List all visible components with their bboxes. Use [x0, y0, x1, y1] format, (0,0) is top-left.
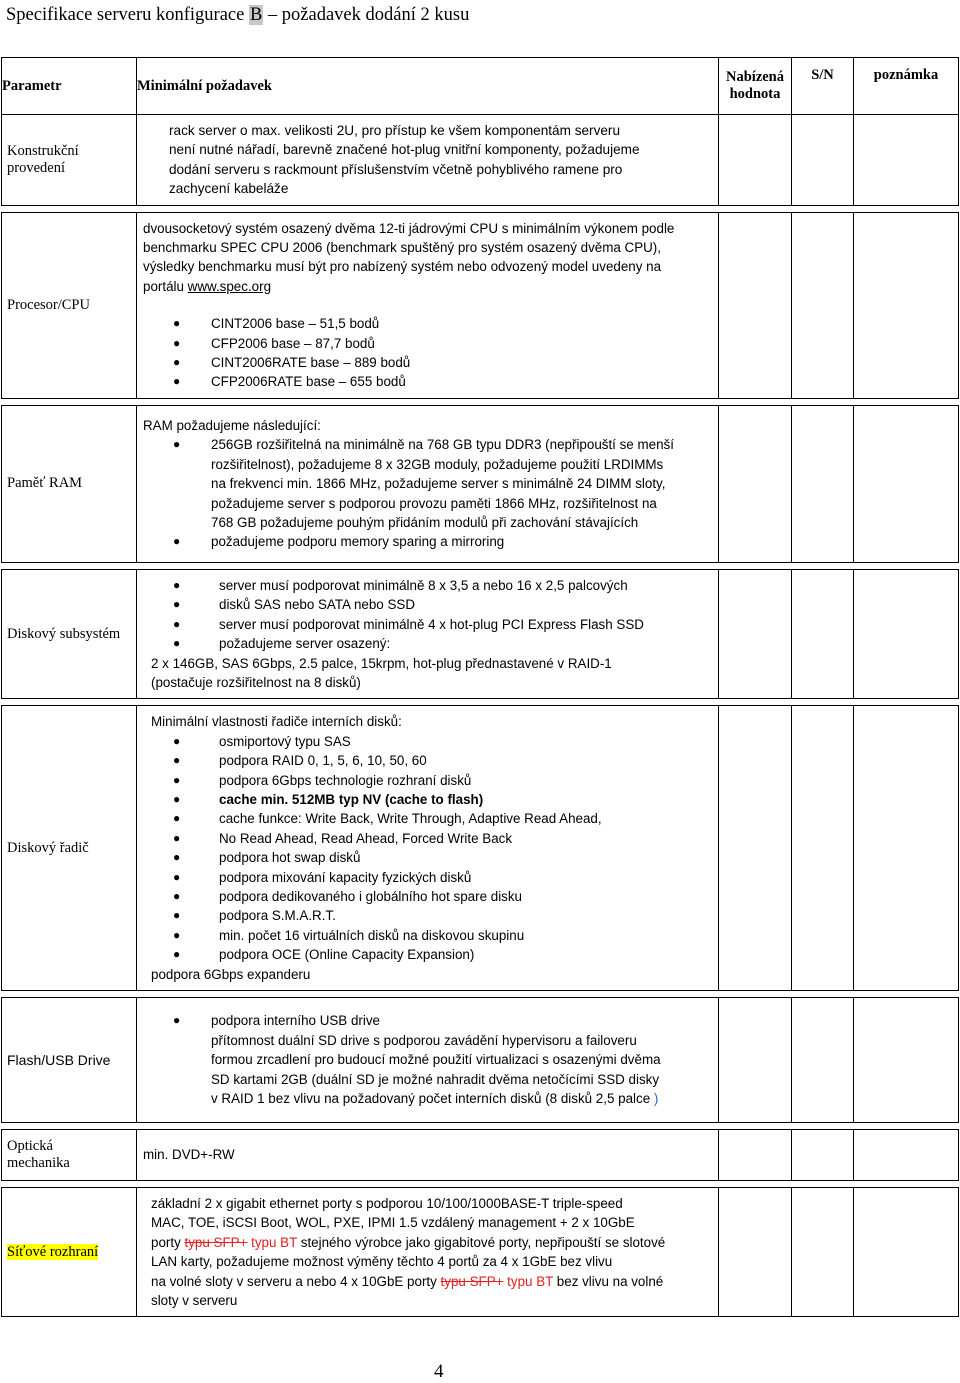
req-line: [151, 1233, 714, 1252]
list-item-text: 768 GB požadujeme pouhým přidáním modulů při zachování stávajících: [211, 514, 639, 530]
bullet-icon: ●: [173, 636, 181, 651]
list-item-text: cache min. 512MB typ NV (cache to flash): [219, 791, 484, 807]
flash-bullets: [143, 1011, 714, 1030]
list-item: [151, 906, 714, 925]
list-item-text: požadujeme podporu memory sparing a mirroring: [211, 534, 505, 550]
pamet-bullets: [143, 435, 714, 551]
bullet-icon: ●: [173, 753, 181, 768]
req-procesor: [137, 212, 719, 398]
bullet-icon: ●: [173, 577, 181, 592]
cell-nabizena[interactable]: [719, 998, 792, 1123]
list-item-text: cache funkce: Write Back, Write Through, Adaptive Read Ahead,: [219, 811, 602, 827]
list-item: [151, 829, 714, 848]
list-item-text: disků SAS nebo SATA nebo SSD: [219, 597, 416, 613]
cell-poznamka[interactable]: [854, 706, 959, 991]
req-flash: [137, 998, 719, 1123]
bullet-icon: ●: [173, 869, 181, 884]
list-item-text: CFP2006 base – 87,7 bodů: [211, 335, 375, 351]
row-gap: [2, 991, 959, 998]
bullet-icon: ●: [173, 772, 181, 787]
list-item: [151, 848, 714, 867]
list-item-text: CINT2006RATE base – 889 bodů: [211, 355, 411, 371]
cell-poznamka[interactable]: [854, 115, 959, 206]
procesor-bullets: [143, 314, 714, 392]
param-opticka-line1: Optická: [7, 1138, 53, 1154]
bullet-icon: ●: [173, 811, 181, 826]
cell-sn[interactable]: [792, 212, 854, 398]
list-item: [151, 887, 714, 906]
cell-nabizena[interactable]: [719, 405, 792, 562]
param-flash: Flash/USB Drive: [2, 998, 137, 1123]
req-text: bez vlivu na volné: [553, 1273, 664, 1289]
bullet-icon: ●: [173, 733, 181, 748]
cell-poznamka[interactable]: [854, 1188, 959, 1317]
cell-poznamka[interactable]: [854, 1130, 959, 1181]
cell-sn[interactable]: [792, 1130, 854, 1181]
list-item-text: osmiportový typu SAS: [219, 733, 351, 749]
req-line: dodání serveru s rackmount příslušenstvím včetně pohyblivého ramene pro: [169, 161, 623, 177]
row-gap: [2, 562, 959, 569]
param-diskovy-radic: Diskový řadič: [2, 706, 137, 991]
req-line: dvousocketový systém osazený dvěma 12-ti jádrovými CPU s minimálním výkonem podle: [143, 220, 675, 236]
title-prefix: Specifikace serveru konfigurace: [6, 5, 249, 25]
req-text-red: typu BT: [503, 1273, 554, 1289]
list-item: [151, 790, 714, 809]
spec-link[interactable]: www.spec.org: [187, 278, 272, 294]
param-opticka-line2: mechanika: [7, 1155, 70, 1171]
req-line: benchmarku SPEC CPU 2006 (benchmark spuštěný pro systém osazený dvěma CPU),: [143, 240, 661, 256]
param-opticka: [2, 1130, 137, 1181]
param-konstrukcni-line1: Konstrukční: [7, 142, 79, 159]
list-item-text: CFP2006RATE base – 655 bodů: [211, 374, 406, 390]
req-line: rack server o max. velikosti 2U, pro přístup ke všem komponentám serveru: [169, 123, 621, 138]
req-line: zachycení kabeláže: [169, 181, 289, 197]
req-konstrukcni: [137, 115, 719, 206]
page-number: 4: [434, 1361, 444, 1382]
row-gap: [2, 205, 959, 212]
bullet-icon: ●: [173, 616, 181, 631]
req-line: [143, 277, 714, 296]
list-item: [143, 1011, 714, 1030]
list-item-text: No Read Ahead, Read Ahead, Forced Write Back: [219, 830, 513, 846]
bullet-icon: ●: [173, 791, 181, 806]
req-line: (postačuje rozšiřitelnost na 8 disků): [151, 674, 361, 690]
radic-bullets: [151, 732, 714, 965]
req-line: přítomnost duální SD drive s podporou zavádění hypervisoru a failoveru: [211, 1032, 637, 1048]
spec-table: [1, 57, 959, 1317]
req-line: formou zrcadlení pro budoucí možné použití virtualizaci s osazenými dvěma: [211, 1052, 661, 1068]
subsystem-bullets: [151, 576, 714, 654]
list-item: [151, 732, 714, 751]
req-line: MAC, TOE, iSCSI Boot, WOL, PXE, IPMI 1.5 vzdálený management + 2 x 10GbE: [151, 1215, 635, 1231]
list-item-text: požadujeme server s podporou provozu paměti 1866 MHz, rozšiřitelnost na: [211, 495, 657, 511]
list-item: [143, 314, 714, 333]
list-item: [151, 771, 714, 790]
row-pamet: [2, 405, 959, 562]
list-item: [143, 334, 714, 353]
list-item: [151, 615, 714, 634]
cell-nabizena[interactable]: [719, 706, 792, 991]
bullet-icon: ●: [173, 850, 181, 865]
list-item-text: 256GB rozšiřitelná na minimálně na 768 GB typu DDR3 (nepřipouští se menší: [211, 437, 674, 453]
bullet-icon: ●: [173, 316, 181, 331]
list-item: [143, 353, 714, 372]
bullet-icon: ●: [173, 335, 181, 350]
header-row: [2, 58, 959, 115]
title-highlight: B: [249, 5, 263, 25]
req-text: portálu: [143, 278, 188, 294]
list-item: [151, 634, 714, 653]
cell-poznamka[interactable]: [854, 569, 959, 698]
req-line: [143, 1089, 714, 1108]
list-item-text: podpora dedikovaného i globálního hot spare disku: [219, 888, 523, 904]
bullet-icon: ●: [173, 927, 181, 942]
req-line: základní 2 x gigabit ethernet porty s podporou 10/100/1000BASE-T triple-speed: [151, 1196, 623, 1211]
cell-nabizena[interactable]: [719, 212, 792, 398]
cell-sn[interactable]: [792, 405, 854, 562]
bullet-icon: ●: [173, 534, 181, 549]
list-item-text: server musí podporovat minimálně 4 x hot-plug PCI Express Flash SSD: [219, 616, 644, 632]
list-item-text: podpora interního USB drive: [211, 1013, 380, 1029]
req-text-red: typu BT: [247, 1234, 298, 1250]
header-poznamka: poznámka: [854, 58, 959, 115]
list-item: [151, 945, 714, 964]
param-procesor: Procesor/CPU: [2, 212, 137, 398]
req-text-struck: typu SFP+: [440, 1273, 504, 1289]
list-item: [143, 435, 714, 532]
req-line: výsledky benchmarku musí být pro nabízený systém nebo odvozený model uvedeny na: [143, 259, 662, 275]
cell-sn[interactable]: [792, 1188, 854, 1317]
header-parametr: Parametr: [2, 58, 137, 115]
bullet-icon: ●: [173, 355, 181, 370]
req-diskovy-subsystem: [137, 569, 719, 698]
row-gap: [2, 699, 959, 706]
list-item-text: požadujeme server osazený:: [219, 636, 391, 652]
row-diskovy-subsystem: [2, 569, 959, 698]
list-item-text: rozšiřitelnost), požadujeme 8 x 32GB moduly, požadujeme použití LRDIMMs: [211, 456, 664, 472]
row-gap: [2, 1181, 959, 1188]
cell-nabizena[interactable]: [719, 115, 792, 206]
header-minimalni: Minimální požadavek: [137, 58, 719, 115]
req-line: 2 x 146GB, SAS 6Gbps, 2.5 palce, 15krpm, hot-plug přednastavené v RAID-1: [151, 655, 612, 671]
cell-sn[interactable]: [792, 115, 854, 206]
list-item-text: server musí podporovat minimálně 8 x 3,5 a nebo 16 x 2,5 palcových: [219, 577, 628, 593]
bullet-icon: ●: [173, 374, 181, 389]
req-line: není nutné nářadí, barevně značené hot-plug vnitřní komponenty, požadujeme: [169, 142, 640, 158]
req-line: Minimální vlastnosti řadiče interních disků:: [151, 714, 402, 730]
bullet-icon: ●: [173, 947, 181, 962]
list-item-text: podpora RAID 0, 1, 5, 6, 10, 50, 60: [219, 753, 427, 769]
list-item-text: podpora 6Gbps technologie rozhraní disků: [219, 772, 472, 788]
row-diskovy-radic: [2, 706, 959, 991]
param-pamet: Paměť RAM: [2, 405, 137, 562]
list-item-text: na frekvenci min. 1866 MHz, požadujeme server s minimálně 24 DIMM sloty,: [211, 476, 666, 492]
list-item-text: podpora hot swap disků: [219, 850, 361, 866]
param-diskovy-subsystem: Diskový subsystém: [2, 569, 137, 698]
list-item-text: podpora S.M.A.R.T.: [219, 908, 336, 924]
row-opticka: [2, 1130, 959, 1181]
list-item-text: CINT2006 base – 51,5 bodů: [211, 316, 380, 332]
req-diskovy-radic: [137, 706, 719, 991]
param-konstrukcni-line2: provedení: [7, 159, 65, 176]
row-sitove: [2, 1188, 959, 1317]
cell-poznamka[interactable]: [854, 212, 959, 398]
bullet-icon: ●: [173, 437, 181, 452]
req-line: RAM požadujeme následující:: [143, 417, 321, 433]
list-item: [151, 595, 714, 614]
bullet-icon: ●: [173, 830, 181, 845]
cell-sn[interactable]: [792, 569, 854, 698]
req-text: stejného výrobce jako gigabitové porty, nepřipouští se slotové: [297, 1234, 666, 1250]
cell-sn[interactable]: [792, 706, 854, 991]
req-sitove: [137, 1188, 719, 1317]
cell-nabizena[interactable]: [719, 1130, 792, 1181]
cell-nabizena[interactable]: [719, 1188, 792, 1317]
bullet-icon: ●: [173, 908, 181, 923]
header-nabizena-line2: hodnota: [729, 86, 781, 102]
header-nabizena: [719, 58, 792, 115]
list-item: [151, 809, 714, 828]
req-line: LAN karty, požadujeme možnost výměny těchto 4 portů za 4 x 1GbE bez vlivu: [151, 1254, 613, 1270]
req-text: na volné sloty v serveru a nebo 4 x 10GbE porty: [151, 1273, 441, 1289]
row-gap: [2, 1123, 959, 1130]
req-text-blue: ): [653, 1091, 659, 1107]
cell-sn[interactable]: [792, 998, 854, 1123]
title-suffix: – požadavek dodání 2 kusu: [263, 5, 470, 25]
bullet-icon: ●: [173, 888, 181, 903]
req-text: porty: [151, 1234, 185, 1250]
cell-poznamka[interactable]: [854, 998, 959, 1123]
req-line: sloty v serveru: [151, 1293, 238, 1309]
list-item: [151, 926, 714, 945]
row-procesor: [2, 212, 959, 398]
req-line: [151, 1272, 714, 1291]
list-item: [151, 868, 714, 887]
list-item: [151, 576, 714, 595]
req-opticka: [137, 1130, 719, 1181]
list-item-text: podpora OCE (Online Capacity Expansion): [219, 947, 475, 963]
row-konstrukcni: [2, 115, 959, 206]
param-sitove-label: Síťové rozhraní: [7, 1243, 99, 1260]
row-gap: [2, 398, 959, 405]
req-text-struck: typu SFP+: [184, 1234, 248, 1250]
list-item: [151, 751, 714, 770]
req-text: v RAID 1 bez vlivu na požadovaný počet interních disků (8 disků 2,5 palce: [211, 1091, 654, 1107]
list-item: [143, 372, 714, 391]
list-item-text: min. počet 16 virtuálních disků na diskovou skupinu: [219, 927, 525, 943]
req-line: SD kartami 2GB (duální SD je možné nahradit dvěma netočícími SSD disky: [211, 1071, 660, 1087]
cell-poznamka[interactable]: [854, 405, 959, 562]
req-line: podpora 6Gbps expanderu: [151, 966, 311, 982]
bullet-icon: ●: [173, 597, 181, 612]
list-item: [143, 532, 714, 551]
param-sitove: [2, 1188, 137, 1317]
param-konstrukcni: [2, 115, 137, 206]
header-sn: S/N: [792, 58, 854, 115]
cell-nabizena[interactable]: [719, 569, 792, 698]
req-line: min. DVD+-RW: [143, 1147, 235, 1163]
header-nabizena-line1: Nabízená: [726, 69, 784, 85]
list-item-text: podpora mixování kapacity fyzických disků: [219, 869, 472, 885]
row-flash: [2, 998, 959, 1123]
req-pamet: [137, 405, 719, 562]
page-title: [6, 5, 469, 26]
bullet-icon: ●: [173, 1013, 181, 1028]
